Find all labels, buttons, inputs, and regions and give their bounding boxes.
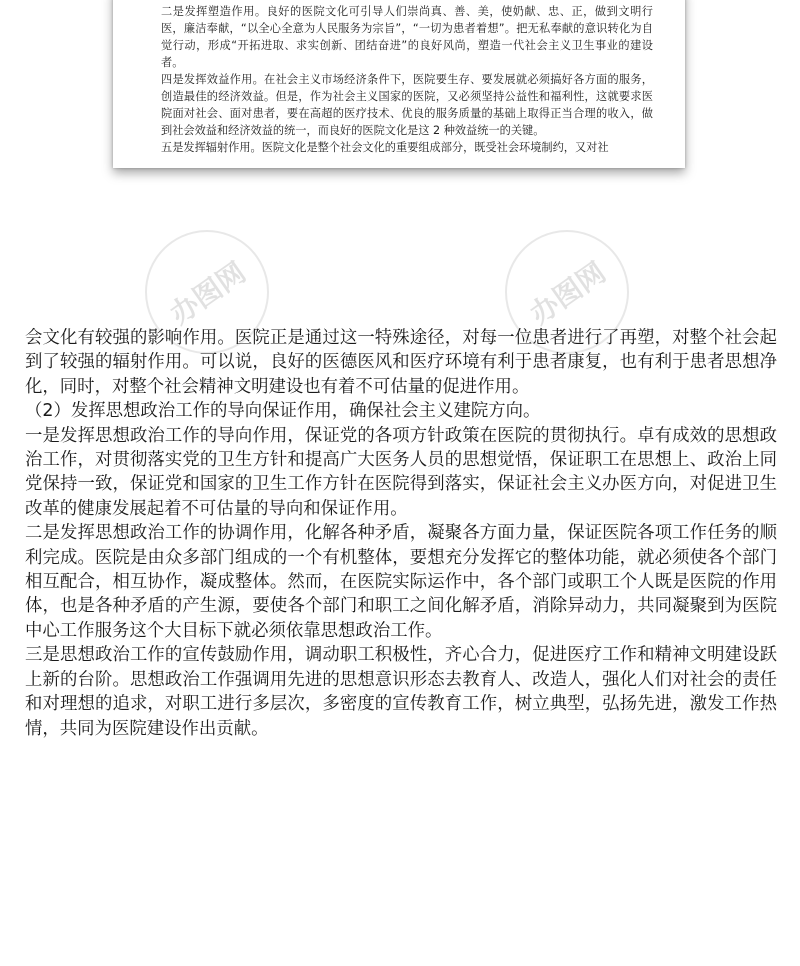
section-heading: （2）发挥思想政治工作的导向保证作用，确保社会主义建院方向。 — [25, 401, 541, 422]
preview-paragraph: 四是发挥效益作用。在社会主义市场经济条件下，医院要生存、要发展就必须搞好各方面的服务，创造最佳的经济效益。但是，作为社会主义国家的医院，又必须坚持公益性和福利性，这就要求医院面对社会、面对患者，要在高超的医疗技术、优良的服务质量的基础上取得正当合理的收入，做到社会效益和经济效益的统一，而良好的医院文化是这 2 种效益统一的关键。 — [161, 73, 653, 137]
preview-paragraph: 五是发挥辐射作用。医院文化是整个社会文化的重要组成部分，既受社会环境制约，又对社 — [161, 141, 609, 154]
body-paragraph: 一是发挥思想政治工作的导向作用，保证党的各项方针政策在医院的贯彻执行。卓有成效的思想政治工作，对贯彻落实党的卫生方针和提高广大医务人员的思想觉悟，保证职工在思想上、政治上同党保持一致，保证党和国家的卫生工作方针在医院得到落实，保证社会主义办医方向，对促进卫生改革的健康发展起着不可估量的导向和保证作用。 — [25, 425, 777, 519]
main-text-block — [25, 326, 777, 741]
watermark-stamp: 办图网 — [121, 206, 294, 379]
body-paragraph: 会文化有较强的影响作用。医院正是通过这一特殊途径，对每一位患者进行了再塑，对整个社会起到了较强的辐射作用。可以说，良好的医德医风和医疗环境有利于患者康复，也有利于患者思想净化，同时，对整个社会精神文明建设也有着不可估量的促进作用。 — [25, 328, 777, 397]
document-preview-card — [113, 0, 685, 168]
body-paragraph: 二是发挥思想政治工作的协调作用，化解各种矛盾，凝聚各方面力量，保证医院各项工作任务的顺利完成。医院是由众多部门组成的一个有机整体，要想充分发挥它的整体功能，就必须使各个部门相互配合，相互协作，凝成整体。然而，在医院实际运作中，各个部门或职工个人既是医院的作用体，也是各种矛盾的产生源，要使各个部门和职工之间化解矛盾，消除异动力，共同凝聚到为医院中心工作服务这个大目标下就必须依靠思想政治工作。 — [25, 523, 777, 641]
watermark-stamp: 办图网 — [481, 206, 654, 379]
body-paragraph: 三是思想政治工作的宣传鼓励作用，调动职工积极性，齐心合力，促进医疗工作和精神文明建设跃上新的台阶。思想政治工作强调用先进的思想意识形态去教育人、改造人，强化人们对社会的责任和对理想的追求，对职工进行多层次，多密度的宣传教育工作，树立典型，弘扬先进，激发工作热情，共同为医院建设作出贡献。 — [25, 645, 777, 739]
preview-text-block — [161, 3, 653, 156]
preview-paragraph: 二是发挥塑造作用。良好的医院文化可引导人们崇尚真、善、美，使奶献、忠、正，做到文明行医，廉洁奉献，“以全心全意为人民服务为宗旨”，“一切为患者着想”。把无私奉献的意识转化为自觉行动，形成“开拓进取、求实创新、团结奋进”的良好风尚，塑造一代社会主义卫生事业的建设者。 — [161, 5, 653, 69]
